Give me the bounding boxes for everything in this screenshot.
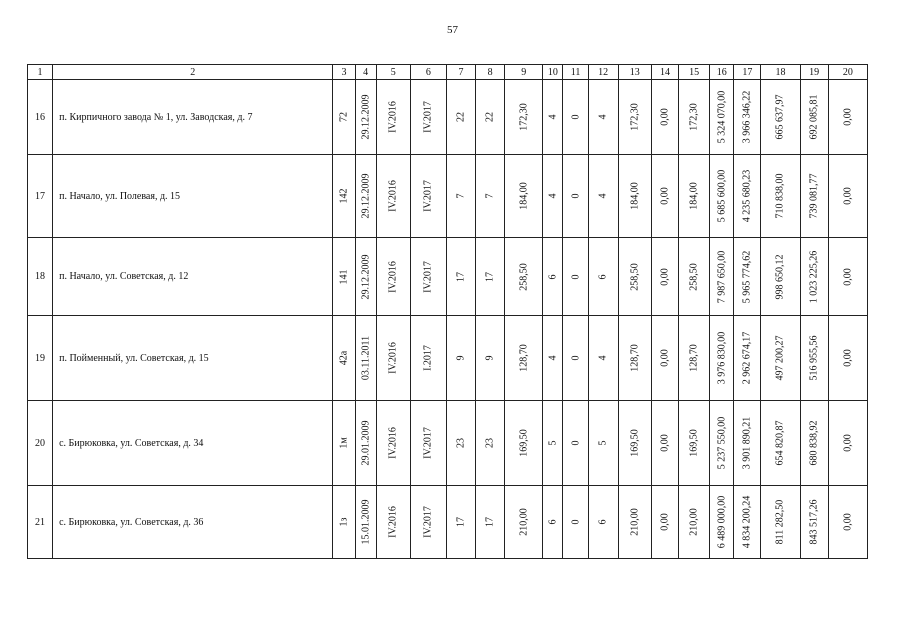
cell-col-10 bbox=[543, 238, 563, 316]
cell-col-17 bbox=[734, 238, 761, 316]
header-cell-16: 16 bbox=[710, 65, 734, 80]
header-cell-9: 9 bbox=[505, 65, 543, 80]
cell-col-14 bbox=[651, 316, 678, 401]
header-cell-11: 11 bbox=[563, 65, 588, 80]
row-number: 16 bbox=[28, 80, 53, 155]
cell-value: IV.2017 bbox=[422, 101, 434, 133]
header-cell-7: 7 bbox=[446, 65, 475, 80]
cell-col-11 bbox=[563, 238, 588, 316]
cell-col-6 bbox=[410, 238, 446, 316]
cell-col-13 bbox=[618, 316, 651, 401]
cell-col-9 bbox=[505, 80, 543, 155]
cell-col-18 bbox=[761, 486, 800, 559]
cell-value: 128,70 bbox=[518, 344, 530, 372]
cell-value: 4 bbox=[597, 355, 609, 361]
cell-col-3 bbox=[333, 80, 355, 155]
cell-value: 17 bbox=[455, 517, 467, 527]
cell-value: 843 517,26 bbox=[808, 499, 820, 545]
cell-col-9 bbox=[505, 486, 543, 559]
cell-col-11 bbox=[563, 316, 588, 401]
cell-value: IV.2017 bbox=[422, 427, 434, 459]
cell-col-4 bbox=[355, 80, 376, 155]
address-cell: п. Начало, ул. Советская, д. 12 bbox=[53, 238, 333, 316]
cell-col-15 bbox=[679, 80, 710, 155]
cell-col-13 bbox=[618, 238, 651, 316]
cell-col-7 bbox=[446, 401, 475, 486]
cell-value: 184,00 bbox=[629, 182, 641, 210]
cell-col-10 bbox=[543, 80, 563, 155]
header-row bbox=[28, 65, 868, 80]
cell-value: 5 324 070,00 bbox=[716, 90, 728, 144]
cell-value: 9 bbox=[455, 355, 467, 361]
cell-col-15 bbox=[679, 155, 710, 238]
cell-value: 72 bbox=[338, 112, 350, 122]
cell-col-4 bbox=[355, 238, 376, 316]
cell-value: IV.2017 bbox=[422, 506, 434, 538]
header-cell-15: 15 bbox=[679, 65, 710, 80]
cell-col-17 bbox=[734, 316, 761, 401]
cell-col-3 bbox=[333, 238, 355, 316]
cell-value: 29.01.2009 bbox=[360, 420, 372, 466]
cell-value: 29.12.2009 bbox=[360, 173, 372, 219]
cell-col-20 bbox=[828, 316, 867, 401]
cell-col-15 bbox=[679, 486, 710, 559]
cell-value: 0 bbox=[570, 114, 582, 120]
cell-value: 6 bbox=[547, 274, 559, 279]
cell-col-10 bbox=[543, 401, 563, 486]
cell-value: 17 bbox=[484, 271, 496, 282]
row-number: 20 bbox=[28, 401, 53, 486]
header-cell-12: 12 bbox=[588, 65, 618, 80]
table-row bbox=[28, 155, 868, 238]
cell-value: 6 489 000,00 bbox=[716, 495, 728, 549]
cell-value: 29.12.2009 bbox=[360, 94, 372, 140]
cell-value: 2 962 674,17 bbox=[741, 331, 753, 385]
cell-value: 210,00 bbox=[629, 508, 641, 536]
cell-col-6 bbox=[410, 80, 446, 155]
cell-value: 9 bbox=[484, 355, 496, 361]
cell-col-14 bbox=[651, 486, 678, 559]
cell-col-16 bbox=[710, 401, 734, 486]
cell-value: 142 bbox=[338, 188, 350, 204]
cell-col-13 bbox=[618, 80, 651, 155]
cell-col-3 bbox=[333, 486, 355, 559]
cell-col-13 bbox=[618, 486, 651, 559]
cell-value: 4 834 200,24 bbox=[741, 495, 753, 549]
cell-col-12 bbox=[588, 80, 618, 155]
cell-value: 22 bbox=[455, 112, 467, 122]
cell-value: 23 bbox=[484, 438, 496, 448]
cell-col-19 bbox=[800, 80, 828, 155]
cell-value: 0 bbox=[570, 440, 582, 446]
cell-value: 172,30 bbox=[518, 103, 530, 131]
cell-col-10 bbox=[543, 155, 563, 238]
cell-col-3 bbox=[333, 316, 355, 401]
cell-value: 184,00 bbox=[688, 182, 700, 210]
cell-value: 0,00 bbox=[842, 267, 854, 286]
cell-col-15 bbox=[679, 238, 710, 316]
cell-col-11 bbox=[563, 80, 588, 155]
header-cell-13: 13 bbox=[618, 65, 651, 80]
cell-col-5 bbox=[376, 238, 410, 316]
cell-value: 6 bbox=[547, 519, 559, 525]
cell-col-17 bbox=[734, 486, 761, 559]
table-row bbox=[28, 238, 868, 316]
cell-value: 5 965 774,62 bbox=[741, 250, 753, 303]
cell-col-3 bbox=[333, 401, 355, 486]
cell-value: 1м bbox=[338, 437, 350, 449]
cell-col-18 bbox=[761, 238, 800, 316]
cell-col-5 bbox=[376, 80, 410, 155]
cell-value: 7 bbox=[484, 193, 496, 199]
row-number: 19 bbox=[28, 316, 53, 401]
header-cell-8: 8 bbox=[476, 65, 505, 80]
header-cell-14: 14 bbox=[651, 65, 678, 80]
cell-col-16 bbox=[710, 80, 734, 155]
cell-value: 128,70 bbox=[629, 344, 641, 372]
cell-value: 0 bbox=[570, 193, 582, 199]
cell-col-13 bbox=[618, 155, 651, 238]
cell-value: 654 820,87 bbox=[774, 420, 786, 466]
cell-value: 710 838,00 bbox=[774, 173, 786, 219]
cell-value: 15.01.2009 bbox=[360, 499, 372, 545]
cell-value: 128,70 bbox=[688, 344, 700, 372]
data-table bbox=[27, 64, 868, 559]
cell-col-8 bbox=[476, 401, 505, 486]
cell-col-15 bbox=[679, 316, 710, 401]
cell-value: 172,30 bbox=[688, 103, 700, 131]
header-cell-10: 10 bbox=[543, 65, 563, 80]
cell-col-5 bbox=[376, 401, 410, 486]
cell-col-9 bbox=[505, 401, 543, 486]
cell-value: 811 282,50 bbox=[774, 499, 786, 545]
cell-col-9 bbox=[505, 155, 543, 238]
cell-value: 1 023 225,26 bbox=[808, 250, 820, 303]
cell-col-17 bbox=[734, 80, 761, 155]
cell-col-7 bbox=[446, 238, 475, 316]
cell-col-16 bbox=[710, 155, 734, 238]
header-cell-20: 20 bbox=[828, 65, 867, 80]
cell-col-19 bbox=[800, 316, 828, 401]
cell-col-5 bbox=[376, 155, 410, 238]
cell-value: 665 637,97 bbox=[774, 94, 786, 140]
cell-value: 4 bbox=[547, 114, 559, 120]
cell-value: 4 235 680,23 bbox=[741, 169, 753, 223]
cell-col-19 bbox=[800, 401, 828, 486]
cell-col-8 bbox=[476, 316, 505, 401]
header-cell-17: 17 bbox=[734, 65, 761, 80]
address-cell: п. Кирпичного завода № 1, ул. Заводская, д. 7 bbox=[53, 80, 333, 155]
cell-value: 172,30 bbox=[629, 103, 641, 131]
cell-value: 3 901 890,21 bbox=[741, 416, 753, 470]
cell-value: 3 966 346,22 bbox=[741, 90, 753, 144]
table-row bbox=[28, 316, 868, 401]
cell-value: 22 bbox=[484, 112, 496, 122]
cell-col-20 bbox=[828, 155, 867, 238]
cell-value: 1з bbox=[338, 517, 350, 527]
cell-col-15 bbox=[679, 401, 710, 486]
cell-col-6 bbox=[410, 155, 446, 238]
cell-value: 6 bbox=[597, 519, 609, 525]
cell-col-14 bbox=[651, 401, 678, 486]
cell-value: 692 085,81 bbox=[808, 94, 820, 140]
header-cell-3: 3 bbox=[333, 65, 355, 80]
cell-col-16 bbox=[710, 316, 734, 401]
address-cell: п. Пойменный, ул. Советская, д. 15 bbox=[53, 316, 333, 401]
cell-col-18 bbox=[761, 80, 800, 155]
cell-value: 03.11.2011 bbox=[360, 335, 372, 381]
header-cell-18: 18 bbox=[761, 65, 800, 80]
cell-value: 23 bbox=[455, 438, 467, 448]
cell-col-20 bbox=[828, 238, 867, 316]
cell-value: IV.2016 bbox=[387, 342, 399, 374]
cell-value: 17 bbox=[455, 271, 467, 282]
cell-value: 4 bbox=[547, 193, 559, 199]
cell-value: 5 bbox=[597, 440, 609, 446]
cell-col-18 bbox=[761, 155, 800, 238]
cell-value: 739 081,77 bbox=[808, 173, 820, 219]
cell-value: IV.2016 bbox=[387, 427, 399, 459]
cell-value: 7 bbox=[455, 193, 467, 199]
cell-col-12 bbox=[588, 238, 618, 316]
cell-col-20 bbox=[828, 80, 867, 155]
cell-col-4 bbox=[355, 401, 376, 486]
cell-value: 258,50 bbox=[688, 262, 700, 291]
cell-value: 258,50 bbox=[518, 262, 530, 291]
cell-value: I.2017 bbox=[422, 345, 434, 371]
cell-col-7 bbox=[446, 80, 475, 155]
cell-col-12 bbox=[588, 316, 618, 401]
cell-value: 210,00 bbox=[518, 508, 530, 536]
cell-value: 0,00 bbox=[842, 513, 854, 531]
cell-value: 5 685 600,00 bbox=[716, 169, 728, 223]
cell-value: 998 650,12 bbox=[774, 254, 786, 299]
cell-value: 0 bbox=[570, 519, 582, 525]
cell-value: 29.12.2009 bbox=[360, 254, 372, 299]
cell-value: 169,50 bbox=[518, 429, 530, 457]
cell-col-11 bbox=[563, 401, 588, 486]
cell-col-14 bbox=[651, 155, 678, 238]
cell-col-19 bbox=[800, 486, 828, 559]
cell-col-9 bbox=[505, 316, 543, 401]
cell-value: 169,50 bbox=[688, 429, 700, 457]
cell-col-3 bbox=[333, 155, 355, 238]
table-row bbox=[28, 80, 868, 155]
cell-col-4 bbox=[355, 155, 376, 238]
cell-value: 7 987 650,00 bbox=[716, 250, 728, 303]
cell-col-4 bbox=[355, 486, 376, 559]
cell-col-12 bbox=[588, 486, 618, 559]
cell-value: 0 bbox=[570, 274, 582, 279]
cell-value: 497 200,27 bbox=[774, 335, 786, 381]
cell-value: 0,00 bbox=[659, 187, 671, 205]
cell-col-17 bbox=[734, 155, 761, 238]
cell-value: 0,00 bbox=[659, 267, 671, 286]
cell-value: 0,00 bbox=[659, 108, 671, 126]
address-cell: п. Начало, ул. Полевая, д. 15 bbox=[53, 155, 333, 238]
cell-value: 0,00 bbox=[659, 349, 671, 367]
row-number: 18 bbox=[28, 238, 53, 316]
cell-value: 6 bbox=[597, 274, 609, 279]
cell-value: IV.2016 bbox=[387, 180, 399, 212]
cell-col-17 bbox=[734, 401, 761, 486]
cell-col-20 bbox=[828, 486, 867, 559]
cell-col-6 bbox=[410, 316, 446, 401]
cell-col-14 bbox=[651, 238, 678, 316]
cell-col-11 bbox=[563, 155, 588, 238]
table-row bbox=[28, 401, 868, 486]
header-cell-4: 4 bbox=[355, 65, 376, 80]
cell-value: 0,00 bbox=[842, 434, 854, 452]
cell-col-10 bbox=[543, 316, 563, 401]
header-cell-6: 6 bbox=[410, 65, 446, 80]
table-row bbox=[28, 486, 868, 559]
cell-col-16 bbox=[710, 486, 734, 559]
cell-col-18 bbox=[761, 316, 800, 401]
cell-value: 4 bbox=[547, 355, 559, 361]
cell-col-16 bbox=[710, 238, 734, 316]
cell-value: IV.2016 bbox=[387, 101, 399, 133]
cell-value: IV.2017 bbox=[422, 180, 434, 212]
cell-col-11 bbox=[563, 486, 588, 559]
row-number: 21 bbox=[28, 486, 53, 559]
cell-value: IV.2016 bbox=[387, 260, 399, 293]
cell-col-7 bbox=[446, 486, 475, 559]
cell-value: 4 bbox=[597, 193, 609, 199]
cell-col-20 bbox=[828, 401, 867, 486]
cell-col-7 bbox=[446, 316, 475, 401]
cell-value: 141 bbox=[338, 269, 350, 284]
cell-col-8 bbox=[476, 486, 505, 559]
cell-value: 516 955,56 bbox=[808, 335, 820, 381]
row-number: 17 bbox=[28, 155, 53, 238]
cell-col-10 bbox=[543, 486, 563, 559]
cell-col-14 bbox=[651, 80, 678, 155]
cell-value: 5 237 550,00 bbox=[716, 416, 728, 470]
cell-value: 4 bbox=[597, 114, 609, 120]
cell-col-7 bbox=[446, 155, 475, 238]
header-cell-19: 19 bbox=[800, 65, 828, 80]
cell-value: 0,00 bbox=[659, 513, 671, 531]
header-cell-2: 2 bbox=[53, 65, 333, 80]
cell-col-5 bbox=[376, 316, 410, 401]
cell-col-6 bbox=[410, 486, 446, 559]
cell-value: 680 838,92 bbox=[808, 420, 820, 466]
cell-value: 0,00 bbox=[842, 108, 854, 126]
cell-value: 0,00 bbox=[842, 187, 854, 205]
cell-col-8 bbox=[476, 155, 505, 238]
cell-value: 169,50 bbox=[629, 429, 641, 457]
cell-value: 0,00 bbox=[659, 434, 671, 452]
address-cell: с. Бирюковка, ул. Советская, д. 36 bbox=[53, 486, 333, 559]
cell-value: 258,50 bbox=[629, 262, 641, 291]
cell-value: 42а bbox=[338, 350, 350, 366]
cell-col-8 bbox=[476, 80, 505, 155]
cell-col-4 bbox=[355, 316, 376, 401]
cell-col-12 bbox=[588, 401, 618, 486]
cell-col-13 bbox=[618, 401, 651, 486]
cell-col-6 bbox=[410, 401, 446, 486]
cell-col-12 bbox=[588, 155, 618, 238]
cell-col-18 bbox=[761, 401, 800, 486]
cell-value: 210,00 bbox=[688, 508, 700, 536]
header-cell-5: 5 bbox=[376, 65, 410, 80]
cell-col-8 bbox=[476, 238, 505, 316]
cell-col-5 bbox=[376, 486, 410, 559]
header-cell-1: 1 bbox=[28, 65, 53, 80]
cell-col-9 bbox=[505, 238, 543, 316]
cell-col-19 bbox=[800, 238, 828, 316]
cell-value: IV.2016 bbox=[387, 506, 399, 538]
cell-value: 0,00 bbox=[842, 349, 854, 367]
address-cell: с. Бирюковка, ул. Советская, д. 34 bbox=[53, 401, 333, 486]
cell-value: 184,00 bbox=[518, 182, 530, 210]
cell-value: 17 bbox=[484, 517, 496, 527]
page-number: 57 bbox=[447, 24, 458, 36]
cell-col-19 bbox=[800, 155, 828, 238]
cell-value: IV.2017 bbox=[422, 260, 434, 293]
cell-value: 3 976 830,00 bbox=[716, 331, 728, 385]
cell-value: 5 bbox=[547, 440, 559, 446]
cell-value: 0 bbox=[570, 355, 582, 361]
